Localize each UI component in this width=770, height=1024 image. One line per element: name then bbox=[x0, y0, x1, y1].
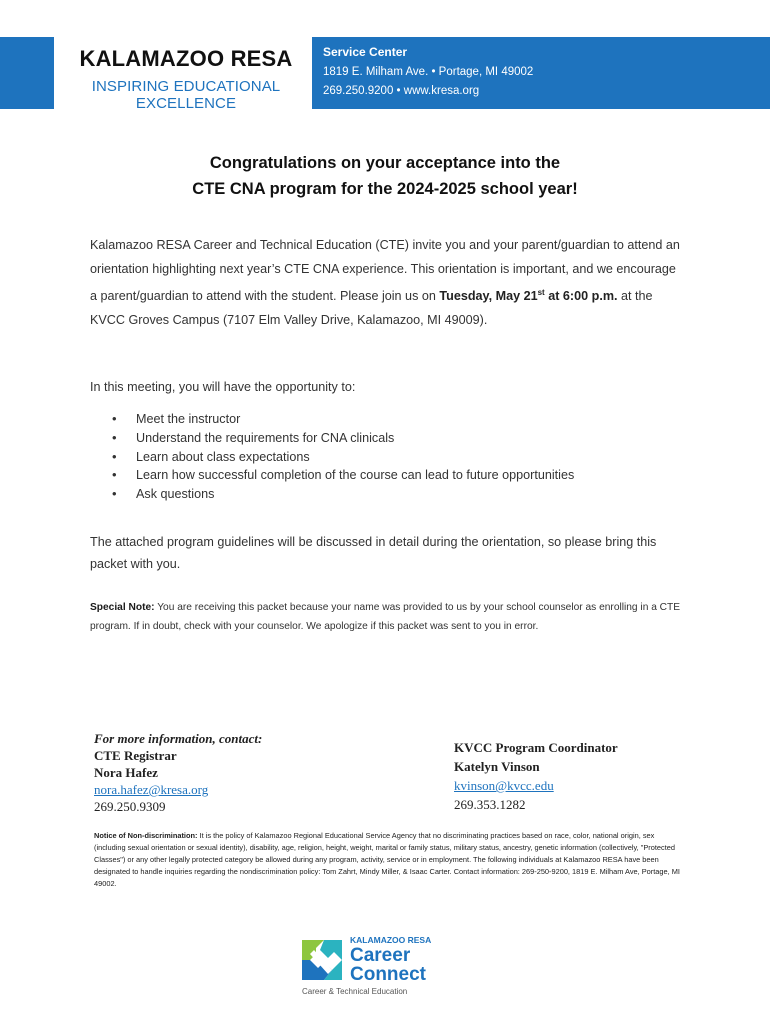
opportunity-list bbox=[112, 410, 574, 504]
special-note-label: Special Note: bbox=[90, 602, 155, 613]
page-title-line1: Congratulations on your acceptance into the bbox=[209, 154, 561, 172]
meeting-location: at the KVCC Groves Campus (7107 Elm Valley Drive, Kalamazoo, MI 49009). bbox=[90, 289, 653, 327]
contact-phone: 269.250.9309 bbox=[94, 799, 166, 814]
career-connect-logo bbox=[302, 932, 432, 1002]
contact-left bbox=[94, 730, 262, 815]
logo-subtitle: Career & Technical Education bbox=[302, 987, 408, 996]
career-connect-icon bbox=[302, 936, 346, 982]
special-note-text: You are receiving this packet because your name was provided to us by your school counselor as enrolling in a CTE program. If in doubt, check with your counselor. We apologize if this packet was sent to you in error. bbox=[90, 602, 681, 632]
intro-text: Kalamazoo RESA Career and Technical Education (CTE) invite you and your parent/guardian to attend an orientation highlighting next year’s CTE CNA experience. This orientation is important, and we encourage a parent/guardian to attend with the student. Please join us on bbox=[90, 238, 680, 304]
notice-text: It is the policy of Kalamazoo Regional Educational Service Agency that no discriminating practices based on race, color, national origin, sex (including sexual orientation or sexual identity), disability, age, religion, height, weight, marital or family status, military status, ancestry, genetic information (collectively, "Protected Classes") or any other legally protected category be allowed during any program, activity, service or in employment. The following individuals at Kalamazoo RESA have been designated to handle inquiries regarding the nondiscrimination policy: Tom Zahrt, Mindy Miller, & Isaac Carter. Contact information: 269-250-9200, 1819 E. Milham Ave, Portage, MI 49002. bbox=[94, 831, 680, 888]
contact-phone: 269.353.1282 bbox=[454, 797, 526, 812]
contact-email-link[interactable]: nora.hafez@kresa.org bbox=[94, 782, 209, 797]
guidelines-paragraph: The attached program guidelines will be discussed in detail during the orientation, so please bring this packet with you. bbox=[90, 535, 657, 571]
page-title-line2: CTE CNA program for the 2024-2025 school year! bbox=[192, 180, 578, 198]
logo-connect: Connect bbox=[350, 964, 426, 985]
logo-career: Career bbox=[350, 945, 411, 966]
contact-role: KVCC Program Coordinator bbox=[454, 740, 618, 755]
kresa-logo bbox=[54, 37, 312, 112]
contact-role: CTE Registrar bbox=[94, 748, 177, 763]
notice-label: Notice of Non-discrimination: bbox=[94, 831, 198, 840]
contact-heading: For more information, contact: bbox=[94, 731, 263, 746]
list-item: • Understand the requirements for CNA clinicals bbox=[112, 429, 574, 448]
org-name: KALAMAZOO RESA bbox=[79, 46, 293, 71]
meeting-lead: In this meeting, you will have the opportunity to: bbox=[90, 380, 356, 394]
service-center-title: Service Center bbox=[323, 45, 408, 59]
special-note bbox=[90, 598, 682, 636]
meeting-date: Tuesday, May 21st at 6:00 p.m. bbox=[439, 288, 618, 304]
list-item: • Ask questions bbox=[112, 485, 574, 504]
list-item: • Learn how successful completion of the course can lead to future opportunities bbox=[112, 466, 574, 485]
contact-name: Nora Hafez bbox=[94, 765, 158, 780]
org-tagline: INSPIRING EDUCATIONAL EXCELLENCE bbox=[91, 78, 281, 112]
logo-brand: KALAMAZOO RESA bbox=[350, 935, 432, 945]
nondiscrimination-notice bbox=[94, 830, 684, 890]
header-band bbox=[0, 37, 770, 112]
contact-email-link[interactable]: kvinson@kvcc.edu bbox=[454, 778, 554, 793]
intro-paragraph bbox=[90, 234, 682, 332]
list-item: • Learn about class expectations bbox=[112, 448, 574, 467]
service-center-address: 1819 E. Milham Ave. • Portage, MI 49002 bbox=[323, 66, 534, 78]
contact-right bbox=[454, 739, 618, 813]
list-item: • Meet the instructor bbox=[112, 410, 574, 429]
contact-name: Katelyn Vinson bbox=[454, 759, 540, 774]
service-center-contact: 269.250.9200 • www.kresa.org bbox=[323, 85, 480, 97]
